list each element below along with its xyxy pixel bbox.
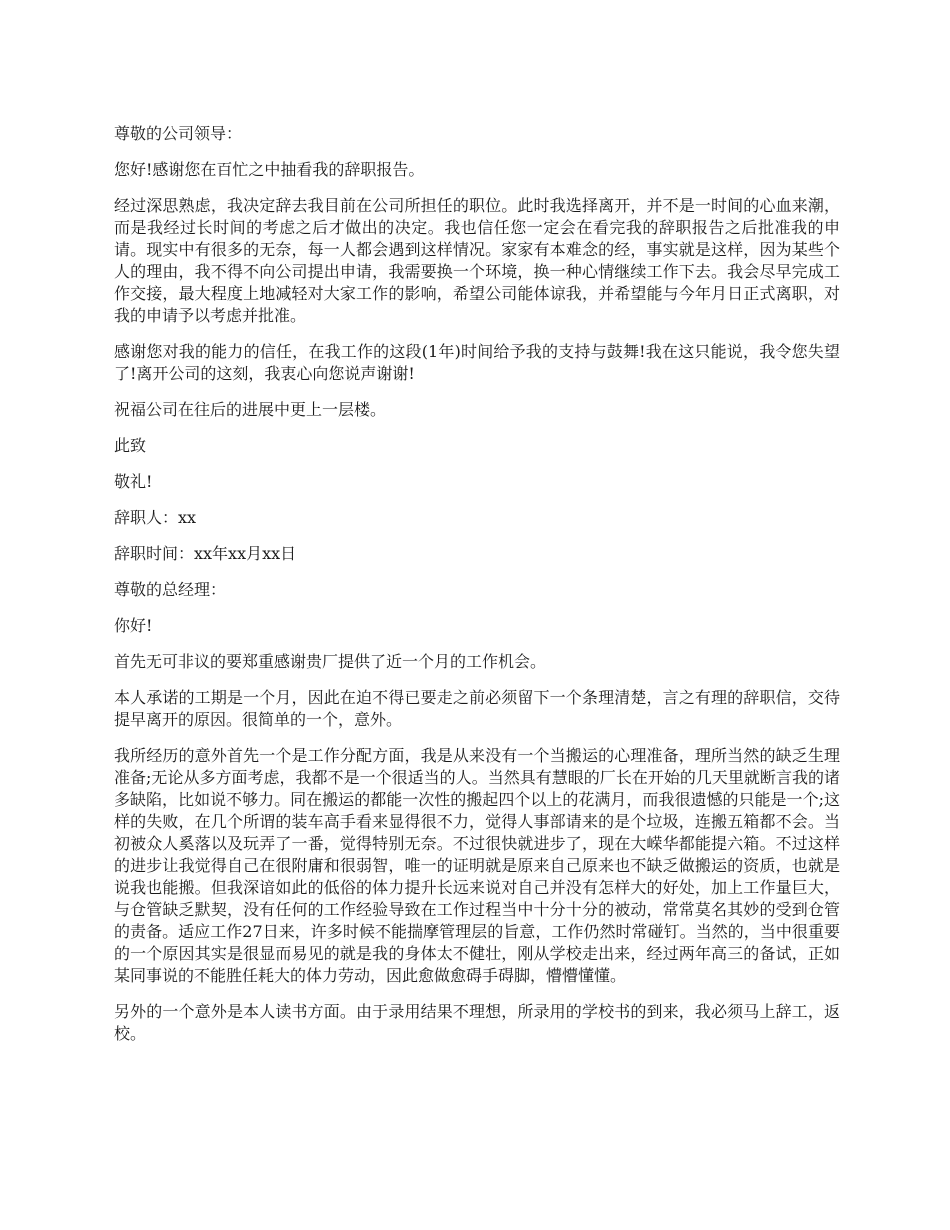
greeting-1: 您好!感谢您在百忙之中抽看我的辞职报告。	[114, 160, 425, 179]
document-page	[114, 123, 840, 1059]
blessing: 祝福公司在往后的进展中更上一层楼。	[114, 400, 387, 419]
resignation-date: 辞职时间：xx年xx月xx日	[114, 544, 297, 563]
salutation-1: 尊敬的公司领导：	[114, 124, 243, 143]
body-paragraph-3: 首先无可非议的要郑重感谢贵厂提供了近一个月的工作机会。	[114, 652, 547, 671]
salutation-2: 尊敬的总经理：	[114, 580, 227, 599]
greeting-2: 你好!	[114, 616, 153, 635]
body-paragraph-4: 本人承诺的工期是一个月，因此在迫不得已要走之前必须留下一个条理清楚，言之有理的辞职信，交待提早离开的原因。很简单的一个，意外。	[114, 688, 840, 729]
body-paragraph-5: 我所经历的意外首先一个是工作分配方面，我是从来没有一个当搬运的心理准备，理所当然的缺乏生理准备;无论从多方面考虑，我都不是一个很适当的人。当然具有慧眼的厂长在开始的几天里就断言我的诸多缺陷，比如说不够力。同在搬运的都能一次性的搬起四个以上的花满月，而我很遗憾的只能是一个;这样的失败，在几个所谓的装车高手看来显得很不力，觉得人事部请来的是个垃圾，连搬五箱都不会。当初被众人奚落以及玩弄了一番，觉得特别无奈。不过很快就进步了，现在大嵘华都能提六箱。不过这样的进步让我觉得自己在很附庸和很弱智，唯一的证明就是原来自己原来也不缺乏做搬运的资质，也就是说我也能搬。但我深谙如此的低俗的体力提升长远来说对自己并没有怎样大的好处，加上工作量巨大，与仓管缺乏默契，没有任何的工作经验导致在工作过程当中十分十分的被动，常常莫名其妙的受到仓管的责备。适应工作27日来，许多时候不能揣摩管理层的旨意，工作仍然时常碰钉。当然的，当中很重要的一个原因其实是很显而易见的就是我的身体太不健壮，刚从学校走出来，经过两年高三的备试，正如某同事说的不能胜任耗大的体力劳动，因此愈做愈碍手碍脚，懵懵懂懂。	[114, 746, 840, 985]
closing-line-1: 此致	[114, 436, 147, 455]
signer: 辞职人：xx	[114, 508, 197, 527]
body-paragraph-1: 经过深思熟虑，我决定辞去我目前在公司所担任的职位。此时我选择离开，并不是一时间的心血来潮，而是我经过长时间的考虑之后才做出的决定。我也信任您一定会在看完我的辞职报告之后批准我的申请。现实中有很多的无奈，每一人都会遇到这样情况。家家有本难念的经，事实就是这样，因为某些个人的理由，我不得不向公司提出申请，我需要换一个环境，换一种心情继续工作下去。我会尽早完成工作交接，最大程度上地减轻对大家工作的影响，希望公司能体谅我，并希望能与今年月日正式离职，对我的申请予以考虑并批准。	[114, 196, 840, 325]
body-paragraph-6: 另外的一个意外是本人读书方面。由于录用结果不理想，所录用的学校书的到来，我必须马上辞工，返校。	[114, 1002, 840, 1043]
body-paragraph-2: 感谢您对我的能力的信任，在我工作的这段(1年)时间给予我的支持与鼓舞!我在这只能说，我令您失望了!离开公司的这刻，我衷心向您说声谢谢!	[114, 342, 840, 383]
closing-line-2: 敬礼!	[114, 472, 153, 491]
